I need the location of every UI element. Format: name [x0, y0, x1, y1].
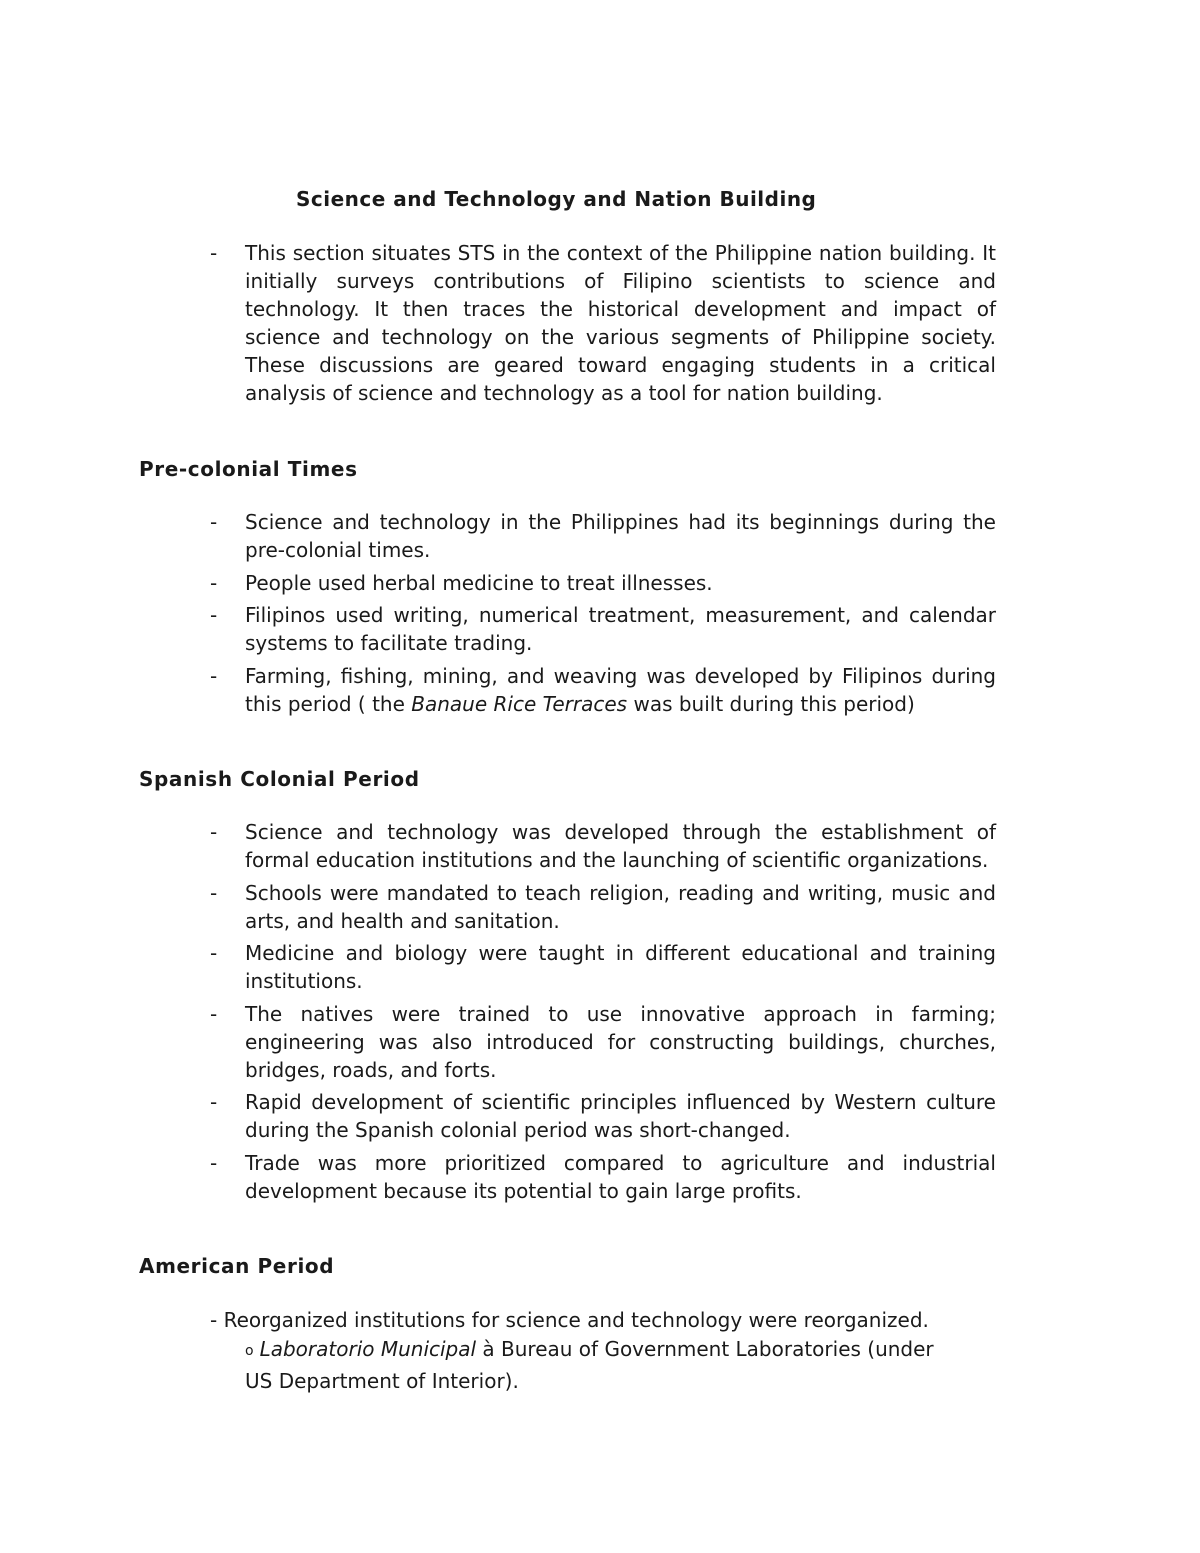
list-item: - The natives were trained to use innovative approach in farming; engineering was also introduced for constructing buildings, churches, bridges, roads, and forts. [210, 1001, 996, 1082]
sub-list-item: o Laboratorio Municipal à Bureau of Government Laboratories (under [245, 1337, 934, 1361]
italic-term: Laboratorio Municipal [259, 1337, 477, 1361]
list-item: - Reorganized institutions for science and technology were reorganized. [210, 1308, 929, 1332]
list-item: - Medicine and biology were taught in different educational and training institutions. [210, 941, 996, 993]
italic-term: Banaue Rice Terraces [411, 691, 628, 716]
heading-american-period: American Period [139, 1254, 335, 1278]
spanish-colonial-list [210, 818, 996, 1209]
intro-text: This section situates STS in the context of the Philippine nation building. It initially surveys contributions of Filipino scientists to science and technology. It then traces the historical development and impact of science and technology on the various segments of Philippine society. These discussions are geared toward engaging students in a critical analysis of science and technology as a tool for nation building. [245, 241, 996, 405]
list-item: - Schools were mandated to teach religion, reading and writing, music and arts, and health and sanitation. [210, 880, 996, 933]
list-item: - Filipinos used writing, numerical treatment, measurement, and calendar systems to facilitate trading. [210, 603, 996, 655]
list-item: - Trade was more prioritized compared to agriculture and industrial development because its potential to gain large profits. [210, 1150, 996, 1203]
list-item: - Rapid development of scientific principles influenced by Western culture during the Spanish colonial period was short-changed. [210, 1090, 996, 1142]
sub-bullet-marker: o [245, 1343, 254, 1359]
list-item: - People used herbal medicine to treat illnesses. [210, 570, 713, 595]
list-item: - Science and technology in the Philippines had its beginnings during the pre-colonial times. [210, 510, 996, 562]
heading-pre-colonial: Pre-colonial Times [139, 457, 358, 481]
list-item: - Farming, fishing, mining, and weaving was developed by Filipinos during this period ( the Banaue Rice Terraces was built during this period) [210, 663, 996, 716]
sub-list-item-continuation: US Department of Interior). [245, 1369, 519, 1393]
pre-colonial-list [210, 508, 996, 722]
heading-spanish-colonial: Spanish Colonial Period [139, 767, 420, 791]
page-title: Science and Technology and Nation Building [296, 187, 817, 211]
list-item: - Science and technology was developed through the establishment of formal education institutions and the launching of scientific organizations. [210, 820, 996, 872]
american-period-content [210, 1306, 1000, 1396]
intro-paragraph [210, 240, 996, 407]
bullet-dash: - [210, 241, 218, 265]
